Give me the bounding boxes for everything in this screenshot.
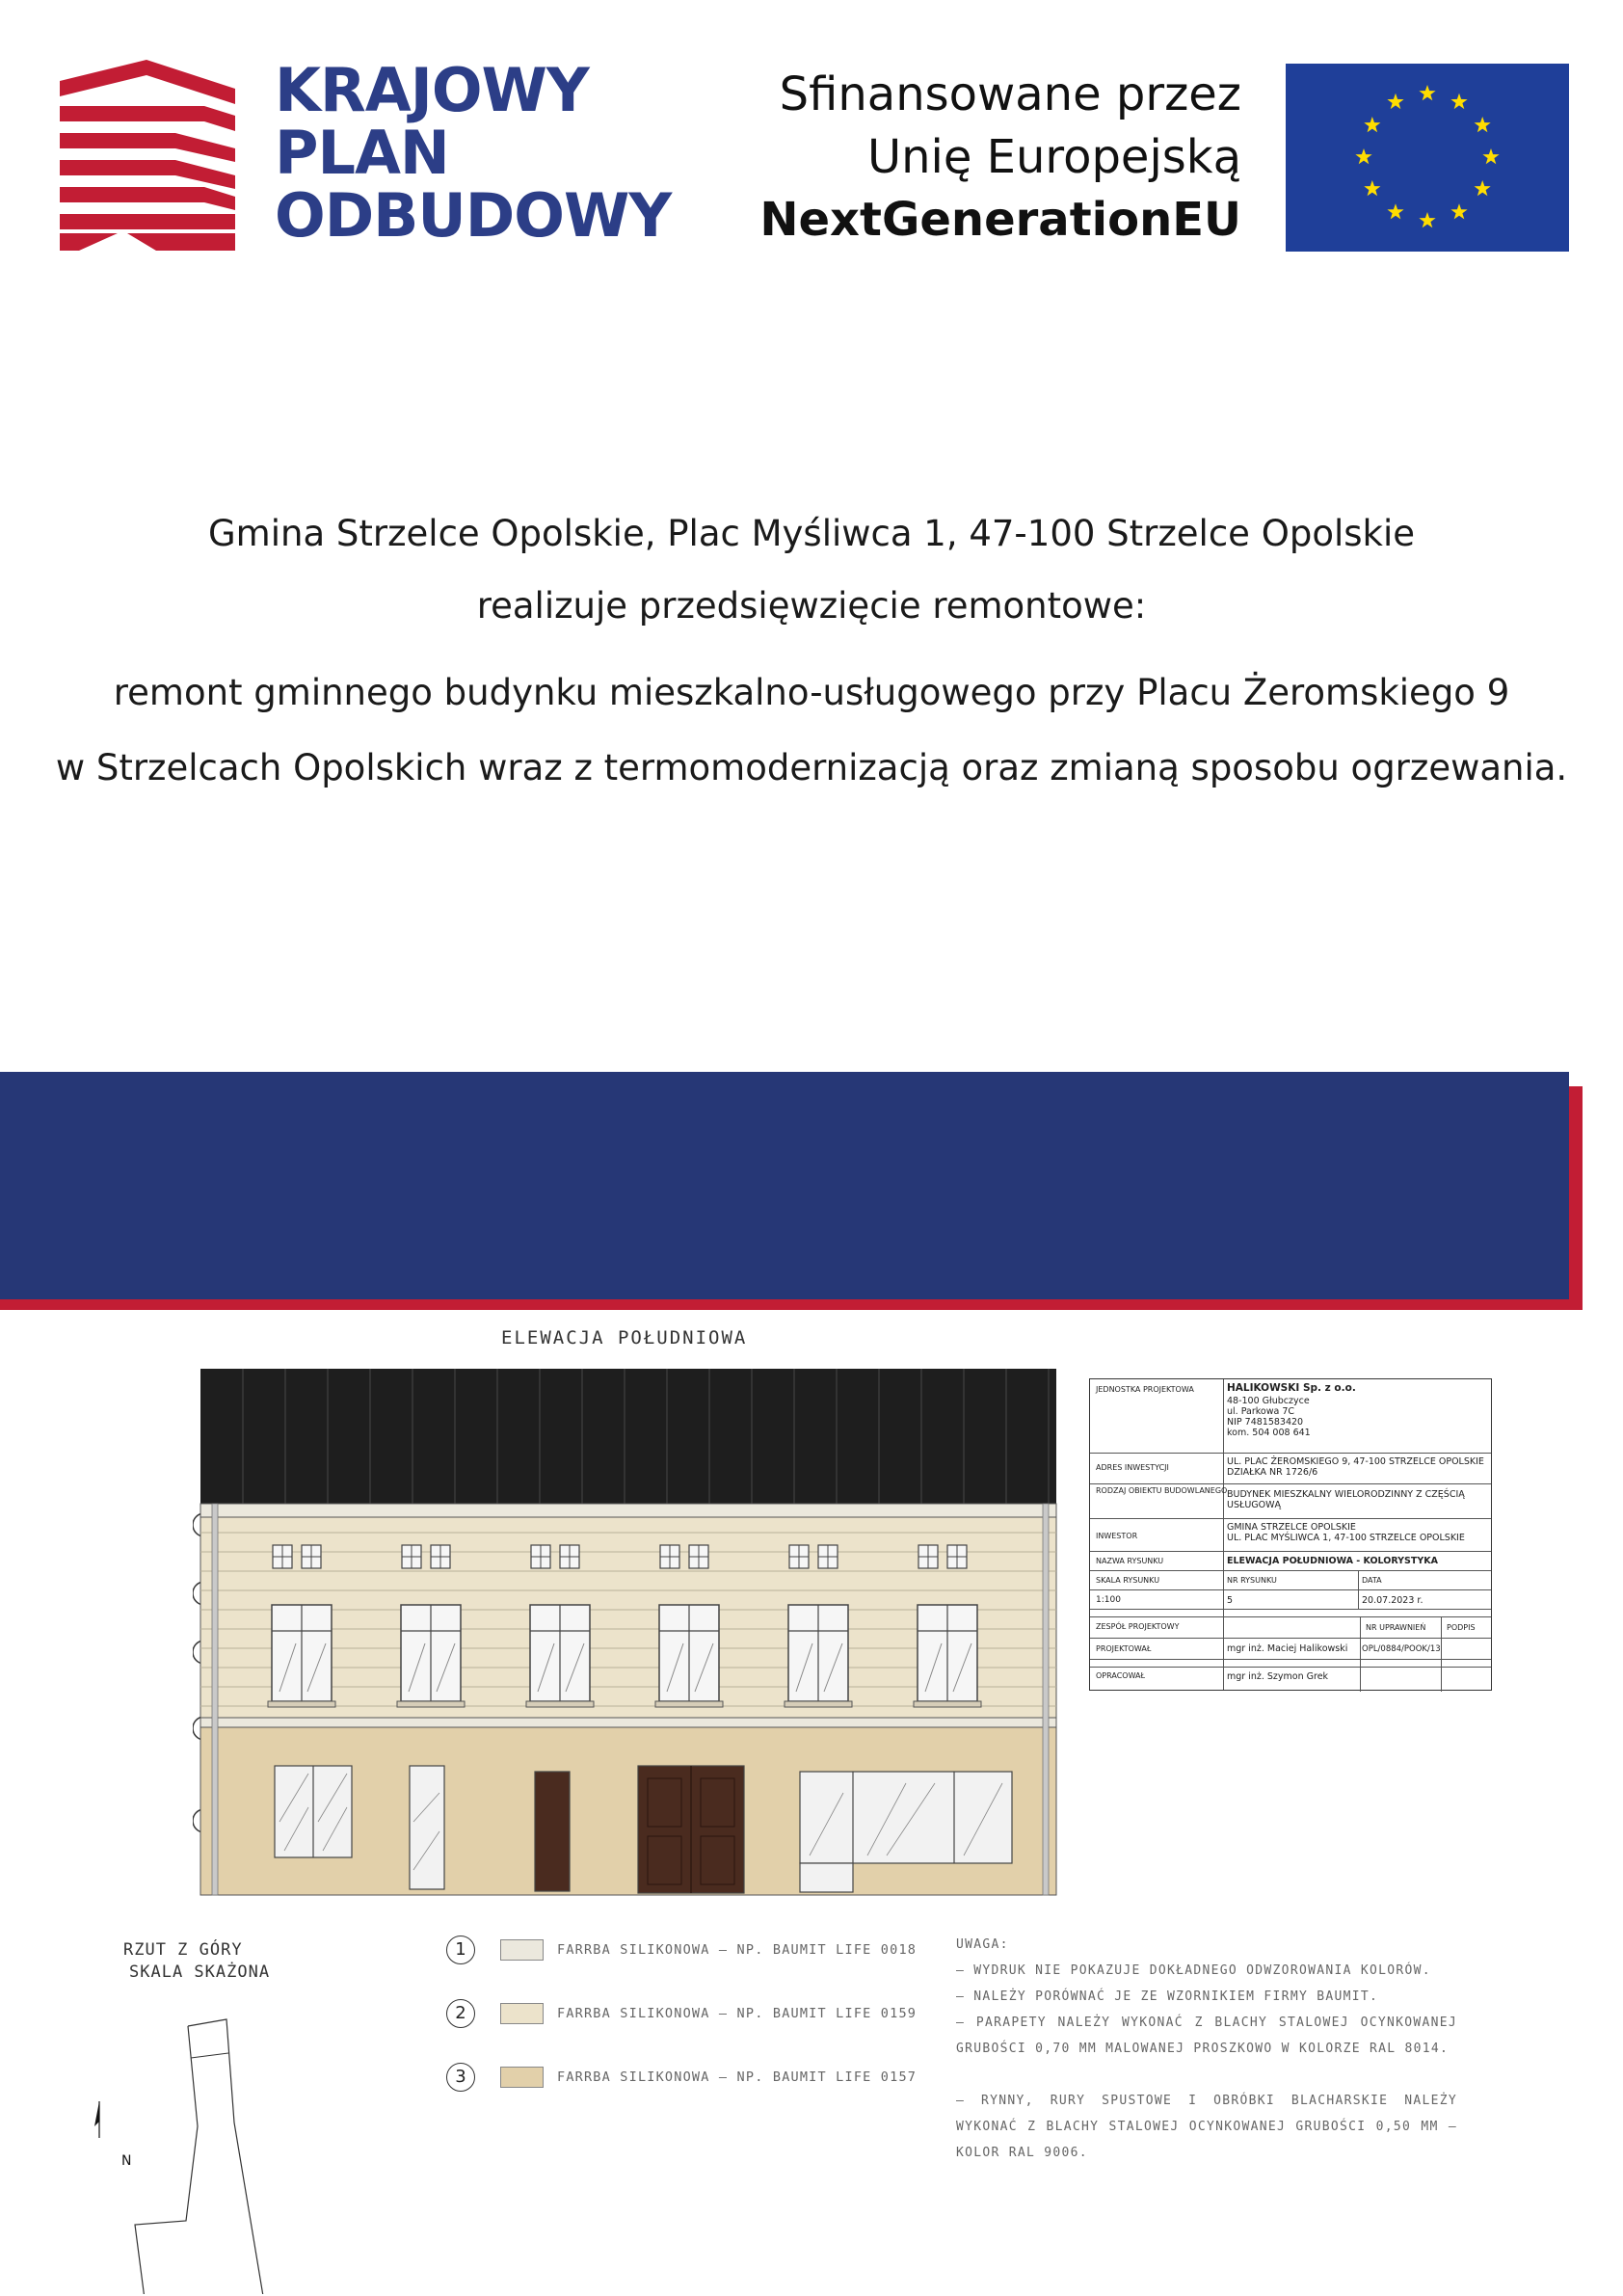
plan-scale-label: SKALA SKAŻONA	[129, 1962, 271, 1982]
tb-rodzaj-line-2: USŁUGOWĄ	[1227, 1500, 1282, 1510]
tb-rodzaj-line-1: BUDYNEK MIESZKALNY WIELORODZINNY Z CZĘŚCIĄ	[1227, 1489, 1465, 1500]
eu-flag-icon	[1286, 64, 1569, 252]
tb-inwestor-line-2: UL. PLAC MYŚLIWCA 1, 47-100 STRZELCE OPOLSKIE	[1227, 1533, 1465, 1543]
legend-num-2: 2	[446, 1999, 475, 2028]
tb-adres-line-2: DZIAŁKA NR 1726/6	[1227, 1467, 1318, 1478]
tb-jednostka-label: JEDNOSTKA PROJEKTOWA	[1096, 1385, 1194, 1394]
intro-line-4: w Strzelcach Opolskich wraz z termomodernizacją oraz zmianą sposobu ogrzewania.	[55, 747, 1568, 788]
tb-company-line-1: 48-100 Głubczyce	[1227, 1396, 1310, 1406]
note-4: – RYNNY, RURY SPUSTOWE I OBRÓBKI BLACHARSKIE NALEŻY WYKONAĆ Z BLACHY STALOWEJ OCYNKOWANEJ GRUBOŚCI 0,50 MM – KOLOR RAL 9006.	[956, 2094, 1457, 2160]
note-1: – WYDRUK NIE POKAZUJE DOKŁADNEGO ODWZOROWANIA KOLORÓW.	[956, 1963, 1431, 1978]
banner	[0, 1072, 1569, 1299]
eu-text-line-2: Unię Europejską	[866, 130, 1241, 184]
note-2: – NALEŻY PORÓWNAĆ JE ZE WZORNIKIEM FIRMY BAUMIT.	[956, 1989, 1379, 2004]
tb-projektowal-value: mgr inż. Maciej Halikowski	[1227, 1643, 1348, 1654]
note-3: – PARAPETY NALEŻY WYKONAĆ Z BLACHY STALOWEJ OCYNKOWANEJ GRUBOŚCI 0,70 MM MALOWANEJ PROSZKOWO W KOLORZE RAL 8014.	[956, 2016, 1457, 2056]
eu-text-line-3: NextGenerationEU	[759, 193, 1241, 247]
title-block	[1089, 1378, 1492, 1691]
tb-inwestor-line-1: GMINA STRZELCE OPOLSKIE	[1227, 1522, 1356, 1533]
tb-podpis-label: PODPIS	[1447, 1623, 1476, 1632]
tb-skala-value: 1:100	[1096, 1595, 1121, 1605]
intro-line-1: Gmina Strzelce Opolskie, Plac Myśliwca 1, 47-100 Strzelce Opolskie	[208, 513, 1415, 554]
tb-nr-label: NR RYSUNKU	[1227, 1576, 1277, 1585]
tb-opracowal-label: OPRACOWAŁ	[1096, 1671, 1146, 1680]
site-plan	[92, 2005, 304, 2294]
tb-nazwa-value: ELEWACJA POŁUDNIOWA - KOLORYSTYKA	[1227, 1556, 1438, 1566]
kpo-title-line-1: KRAJOWY	[275, 55, 589, 125]
legend-text-3: FARRBA SILIKONOWA – NP. BAUMIT LIFE 0157	[557, 2069, 918, 2085]
legend-swatch-3	[500, 2067, 544, 2088]
legend-num-1: 1	[446, 1936, 475, 1964]
intro-line-2: realizuje przedsięwzięcie remontowe:	[476, 585, 1147, 627]
kpo-logo-icon	[60, 60, 235, 251]
facade-elevation	[193, 1369, 1060, 1899]
tb-projektowal-label: PROJEKTOWAŁ	[1096, 1644, 1152, 1653]
tb-adres-label: ADRES INWESTYCJI	[1096, 1463, 1169, 1472]
elevation-title: ELEWACJA POŁUDNIOWA	[501, 1327, 748, 1348]
north-arrow-icon	[94, 2101, 99, 2138]
plan-label: RZUT Z GÓRY	[123, 1940, 243, 1960]
legend-swatch-1	[500, 1939, 544, 1961]
tb-inwestor-label: INWESTOR	[1096, 1532, 1138, 1540]
north-label: N	[121, 2153, 132, 2169]
tb-nazwa-label: NAZWA RYSUNKU	[1096, 1557, 1164, 1565]
tb-nr-value: 5	[1227, 1595, 1234, 1606]
tb-company-line-2: ul. Parkowa 7C	[1227, 1406, 1294, 1417]
tb-company-line-3: NIP 7481583420	[1227, 1417, 1304, 1428]
tb-data-label: DATA	[1362, 1576, 1382, 1585]
tb-rodzaj-label: RODZAJ OBIEKTU BUDOWLANEGO	[1096, 1486, 1228, 1495]
legend-text-2: FARRBA SILIKONOWA – NP. BAUMIT LIFE 0159	[557, 2006, 918, 2021]
legend-swatch-2	[500, 2003, 544, 2024]
note-heading: UWAGA:	[956, 1937, 1009, 1952]
eu-text-line-1: Sfinansowane przez	[779, 67, 1241, 121]
intro-line-3: remont gminnego budynku mieszkalno-usługowego przy Placu Żeromskiego 9	[113, 672, 1510, 713]
tb-adres-line-1: UL. PLAC ŻEROMSKIEGO 9, 47-100 STRZELCE OPOLSKIE	[1227, 1456, 1484, 1467]
tb-data-value: 20.07.2023 r.	[1362, 1595, 1423, 1606]
tb-skala-label: SKALA RYSUNKU	[1096, 1576, 1160, 1585]
legend-text-1: FARRBA SILIKONOWA – NP. BAUMIT LIFE 0018	[557, 1942, 918, 1958]
legend-num-3: 3	[446, 2063, 475, 2092]
tb-nr-upr-label: NR UPRAWNIEŃ	[1366, 1623, 1426, 1632]
tb-company-name: HALIKOWSKI Sp. z o.o.	[1227, 1382, 1356, 1394]
tb-company-line-4: kom. 504 008 641	[1227, 1428, 1311, 1438]
tb-zespol-label: ZESPÓŁ PROJEKTOWY	[1096, 1622, 1180, 1631]
kpo-title-line-3: ODBUDOWY	[275, 180, 672, 251]
kpo-title-line-2: PLAN	[275, 118, 449, 188]
tb-opracowal-value: mgr inż. Szymon Grek	[1227, 1671, 1329, 1682]
tb-projektowal-nr: OPL/0884/POOK/13	[1362, 1644, 1441, 1654]
